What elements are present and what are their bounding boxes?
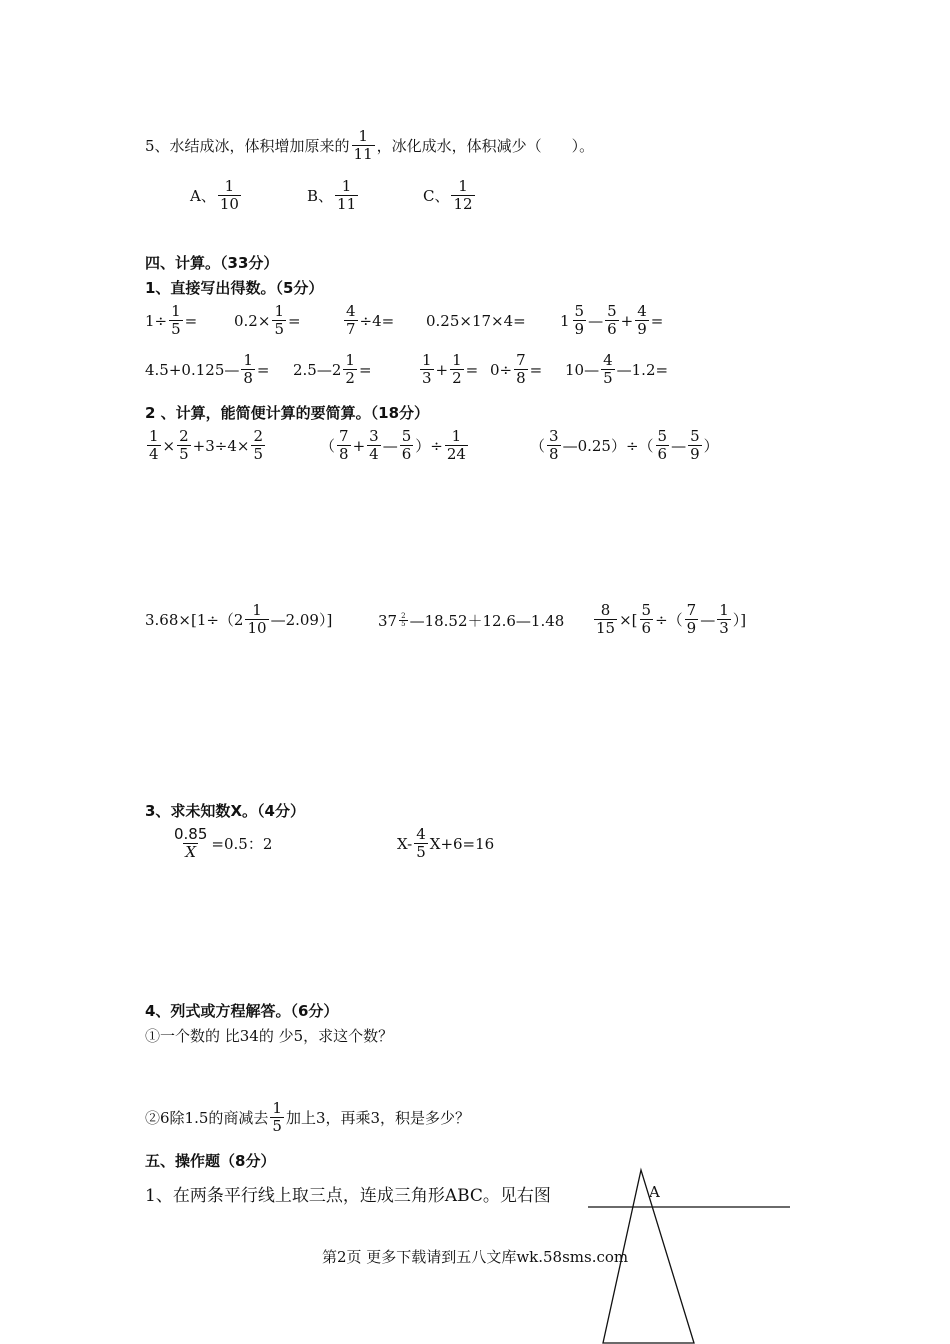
operation-question-1: 1、在两条平行线上取三点，连成三角形ABC。见右图	[145, 1186, 551, 1206]
option-a: A、 $\frac{1}{10}$	[190, 177, 239, 213]
calc-expression: 3.68×[1÷（2 $\frac{1}{10}$ —2.09）]	[145, 601, 333, 637]
calc-expression: 0÷ $\frac{7}{8}$ =	[490, 351, 543, 387]
question-5-text-a: 5、水结成冰，体积增加原来的	[145, 137, 350, 155]
page-footer: 第2页 更多下载请到五八文库wk.58sms.com	[322, 1248, 629, 1266]
calc-expression: 10— $\frac{4}{5}$ —1.2=	[565, 351, 669, 387]
fraction: $\frac{1}{11}$	[353, 127, 373, 163]
option-c: C、 $\frac{1}{12}$	[423, 177, 473, 213]
word-problem-2: ②6除1.5的商减去 $\frac{1}{5}$ 加上3，再乘3，积是多少？	[145, 1099, 471, 1135]
calc-expression: 37 $\frac{2}{5}$ —18.52＋12.6—1.48	[378, 611, 565, 630]
part-1-title: 1、直接写出得数。（5分）	[145, 279, 324, 297]
calc-expression: 1÷ $\frac{1}{5}$ =	[145, 302, 198, 338]
word-problem-1: ①一个数的 比34的 少5，求这个数？	[145, 1027, 394, 1045]
part-2-title: 2 、计算，能简便计算的要简算。（18分）	[145, 404, 430, 422]
part-3-title: 3、求未知数X。（4分）	[145, 802, 305, 820]
calc-expression: 1 $\frac{5}{9}$ — $\frac{5}{6}$ + $\frac{4}{9}$ =	[560, 302, 664, 338]
calc-expression: $\frac{4}{7}$ ÷4=	[346, 302, 395, 338]
calc-expression: （ $\frac{3}{8}$ —0.25）÷（ $\frac{5}{6}$ — $\frac{5}{9}$ ）	[530, 427, 719, 463]
equation: X- $\frac{4}{5}$ X+6=16	[397, 825, 495, 861]
point-a-label: A	[649, 1183, 660, 1201]
calc-expression: 4.5+0.125— $\frac{1}{8}$ =	[145, 351, 270, 387]
calc-expression: $\frac{1}{3}$ + $\frac{1}{2}$ =	[422, 351, 479, 387]
calc-expression: 2.5—2 $\frac{1}{2}$ =	[293, 351, 372, 387]
section-4-title: 四、计算。（33分）	[145, 254, 279, 272]
part-4-title: 4、列式或方程解答。（6分）	[145, 1002, 339, 1020]
calc-expression: （ $\frac{7}{8}$ + $\frac{3}{4}$ — $\frac{5}{6}$ ）÷ $\frac{1}{24}$	[320, 427, 466, 463]
calc-expression: 0.2× $\frac{1}{5}$ =	[234, 302, 301, 338]
question-5-text-b: ，冰化成水，体积减少（ ）。	[376, 137, 595, 155]
calc-expression: $\frac{1}{4}$ × $\frac{2}{5}$ +3÷4× $\frac{2}{5}$	[149, 427, 264, 463]
section-5-title: 五、操作题（8分）	[145, 1152, 276, 1170]
calc-expression: $\frac{8}{15}$ ×[ $\frac{5}{6}$ ÷（ $\frac{7}{9}$ — $\frac{1}{3}$ ）]	[596, 601, 747, 637]
question-5	[145, 128, 594, 163]
calc-expression: 0.25×17×4=	[426, 312, 526, 330]
option-b: B、 $\frac{1}{11}$	[307, 177, 357, 213]
equation: $\frac{0.85}{X}$ =0.5：2	[174, 825, 273, 861]
